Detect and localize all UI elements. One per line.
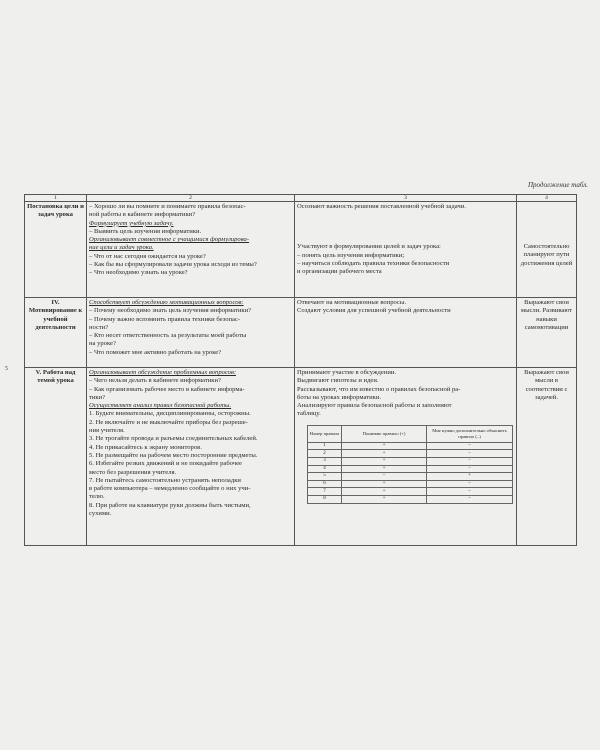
table-header-row xyxy=(25,195,577,202)
text-line: – понять цель изучения информатики; xyxy=(297,251,405,259)
uud-cell xyxy=(517,202,577,298)
table-continuation-caption: Продолжение табл. xyxy=(527,181,588,189)
text-line: 7. Не пытайтесь самостоятельно устранять неполадки xyxy=(89,476,241,484)
text-line: Способствует обсуждению мотивационных вопросов: xyxy=(89,299,244,306)
text-line: 8. При работе на клавиатуре руки должны быть чистыми, xyxy=(89,501,251,509)
text-line: Выдвигают гипотезы и идеи. xyxy=(297,377,379,385)
page-number: 5 xyxy=(5,366,8,372)
inner-cell: + xyxy=(342,465,427,473)
table-row xyxy=(25,202,577,298)
text-line: телю. xyxy=(89,493,105,501)
text-line: – Как бы вы сформулировали задачи урока исходя из темы? xyxy=(89,261,257,269)
text-line: Осуществляет анализ правил безопасной работы. xyxy=(89,402,232,410)
inner-cell: 2 xyxy=(308,450,342,458)
text-line: в работе компьютера – немедленно сообщайте о них учи- xyxy=(89,485,251,493)
inner-cell: + xyxy=(342,457,427,465)
inner-cell: 5 xyxy=(308,473,342,481)
text-line: – Кто несет ответственность за результаты моей работы xyxy=(89,332,247,340)
text-line: 6. Избегайте резких движений и не покидайте рабочее xyxy=(89,460,242,468)
inner-cell: + xyxy=(342,488,427,496)
text-line: – научиться соблюдать правила техники безопасности xyxy=(297,259,450,267)
text-line: 2. Не включайте и не выключайте приборы без разреше- xyxy=(89,418,248,426)
text-line: ной работы в кабинете информатики? xyxy=(89,211,196,219)
inner-cell: – xyxy=(427,465,513,473)
text-line: боты на уроках информатики. xyxy=(297,393,381,401)
inner-cell: + xyxy=(342,450,427,458)
inner-row xyxy=(308,473,513,481)
teacher-activity-cell xyxy=(87,298,295,368)
table-row xyxy=(25,298,577,368)
text-line: ние цели и задач урока. xyxy=(89,244,154,252)
inner-cell: 6 xyxy=(308,480,342,488)
text-line: – Что необходимо узнать на уроке? xyxy=(89,269,188,277)
inner-cell: 8 xyxy=(308,495,342,503)
stage-cell: Постановка цели и задач урока xyxy=(25,202,87,298)
text-line: – Почему необходимо знать цель изучения информатики? xyxy=(89,307,252,315)
inner-header-cell: Понимаю правило (+) xyxy=(342,425,427,442)
student-activity-cell xyxy=(295,298,517,368)
inner-header-row xyxy=(308,425,513,442)
inner-cell: – xyxy=(342,473,427,481)
text-line: – Что поможет мне активно работать на уроке? xyxy=(89,348,222,356)
text-line: Анализируют правила безопасной работы и заполняют xyxy=(297,402,452,410)
inner-row xyxy=(308,488,513,496)
inner-row xyxy=(308,457,513,465)
inner-cell: + xyxy=(342,480,427,488)
header-col-1: 1 xyxy=(25,195,87,202)
teacher-activity-cell xyxy=(87,202,295,298)
text-line: 3. Не трогайте провода и разъемы соединительных кабелей. xyxy=(89,435,258,443)
text-line: – Чего нельзя делать в кабинете информатики? xyxy=(89,377,221,385)
inner-cell: + xyxy=(342,495,427,503)
inner-cell: – xyxy=(427,442,513,450)
header-col-2: 2 xyxy=(87,195,295,202)
text-line: Создают условия для успешной учебной деятельности xyxy=(297,307,451,315)
inner-cell: – xyxy=(427,488,513,496)
text-line: – Хорошо ли вы помните и понимаете правила безопас- xyxy=(89,203,246,210)
rules-self-check-table xyxy=(307,425,513,504)
text-line: 5. Не размещайте на рабочем место посторонние предметы. xyxy=(89,451,258,459)
stage-cell: IV. Мотивирование к учебной деятельности xyxy=(25,298,87,368)
inner-row xyxy=(308,465,513,473)
text-line: Формулирует учебную задачу. xyxy=(89,219,174,227)
text-line: сухими. xyxy=(89,510,112,518)
text-line: – Выявить цель изучения информатики. xyxy=(89,227,202,235)
uud-cell xyxy=(517,368,577,546)
inner-header-cell: Номер правила xyxy=(308,425,342,442)
text-line: – Как организовать рабочее место в кабинете информа- xyxy=(89,385,245,393)
inner-row xyxy=(308,480,513,488)
text-line: Рассказывают, что им известно о правилах безопасной ра- xyxy=(297,385,461,393)
text-line: Отвечают на мотивационные вопросы. xyxy=(297,299,407,306)
text-line: ния учителя. xyxy=(89,427,125,435)
inner-cell: + xyxy=(427,473,513,481)
text-line: Организовывает совместное с учащимися формулирова- xyxy=(89,236,250,244)
text-line: Участвуют в формулировании целей и задач урока: xyxy=(297,243,441,251)
uud-text: Выражают свои мысли. Развивают навыки самомотивации xyxy=(520,299,573,331)
inner-cell: – xyxy=(427,457,513,465)
inner-row xyxy=(308,442,513,450)
text-line: ности? xyxy=(89,323,109,331)
text-line: Осознают важность решения поставленной учебной задачи. xyxy=(297,203,466,210)
inner-cell: 1 xyxy=(308,442,342,450)
inner-row xyxy=(308,495,513,503)
header-col-4: 4 xyxy=(517,195,577,202)
inner-cell: 7 xyxy=(308,488,342,496)
inner-row xyxy=(308,450,513,458)
lesson-plan-table xyxy=(24,194,577,546)
student-activity-cell xyxy=(295,368,517,546)
student-activity-cell xyxy=(295,202,517,298)
text-line: – Что от нас сегодня ожидается на уроке? xyxy=(89,252,206,260)
inner-cell: + xyxy=(342,442,427,450)
inner-cell: 3 xyxy=(308,457,342,465)
inner-cell: – xyxy=(427,495,513,503)
text-line: – Почему важно вспомнить правила техники безопас- xyxy=(89,315,241,323)
text-line: место без разрешения учителя. xyxy=(89,468,177,476)
text-line: таблицу. xyxy=(297,410,321,418)
text-line: 1. Будьте внимательны, дисциплинированны, осторожны. xyxy=(89,410,251,418)
text-line: Принимают участие в обсуждении. xyxy=(297,369,397,376)
teacher-activity-cell xyxy=(87,368,295,546)
stage-cell: V. Работа над темой урока xyxy=(25,368,87,546)
table-row xyxy=(25,368,577,546)
text-line: и организации рабочего места xyxy=(297,268,382,276)
uud-text: Самостоятельно планируют пути достижения целей xyxy=(520,243,573,267)
text-line: Организовывает обсуждение проблемных вопросов: xyxy=(89,369,237,376)
text-line: тики? xyxy=(89,393,106,401)
uud-cell xyxy=(517,298,577,368)
text-line: 4. Не прикасайтесь к экрану мониторов. xyxy=(89,443,202,451)
uud-text: Выражают свои мысли в соответствии с задачей. xyxy=(524,369,569,401)
inner-cell: 4 xyxy=(308,465,342,473)
inner-cell: – xyxy=(427,480,513,488)
header-col-3: 3 xyxy=(295,195,517,202)
inner-cell: – xyxy=(427,450,513,458)
text-line: на уроке? xyxy=(89,340,116,348)
inner-header-cell: Мне нужно дополнительно объяснить правило (–) xyxy=(427,425,513,442)
